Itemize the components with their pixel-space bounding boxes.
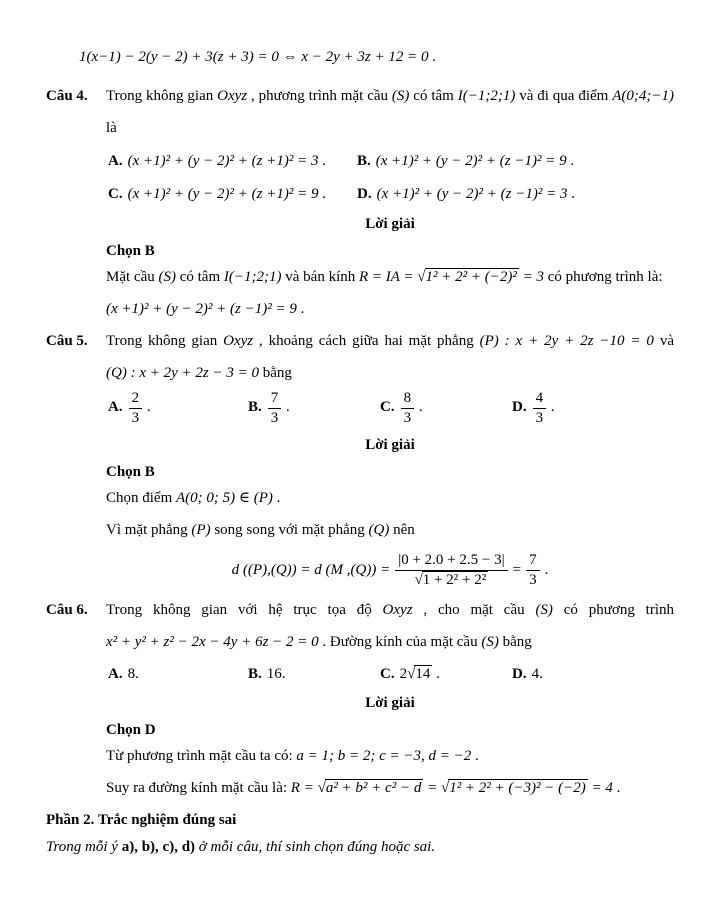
text-fragment: Từ phương trình mặt cầu ta có: — [106, 748, 297, 764]
q4-option-c-content — [128, 186, 326, 202]
fraction — [394, 552, 508, 588]
numerator — [533, 390, 547, 409]
question-4-number: Câu 4. — [46, 88, 88, 104]
q6-option-b-label: B. — [248, 666, 262, 682]
math-fragment: (Q) — [368, 522, 390, 538]
text-fragment: có phương trình là: — [544, 269, 663, 285]
intro-formula-line — [79, 47, 674, 67]
text-fragment: 3 — [529, 571, 537, 588]
math-fragment: (x +1)² + (y − 2)² + (z +1)² = 9 — [127, 186, 319, 202]
text-fragment: 8 — [403, 390, 412, 406]
text-fragment: là — [106, 120, 117, 136]
text-fragment: . — [544, 562, 549, 578]
text-fragment: Suy ra đường kính mặt cầu là: — [106, 780, 291, 796]
math-fragment: = — [423, 780, 441, 796]
math-fragment: (S) — [481, 634, 499, 650]
q4-option-d-label: D. — [357, 186, 372, 202]
text-fragment: bằng — [498, 634, 532, 650]
text-fragment: có phương trình — [552, 602, 674, 618]
radicand — [414, 665, 432, 682]
text-fragment: . — [432, 666, 440, 682]
text-fragment: Chọn điểm — [106, 490, 176, 506]
math-fragment: (x +1)² + (y − 2)² + (z +1)² = 3 — [127, 153, 319, 169]
fraction — [128, 390, 144, 426]
q4-solution-line-1 — [106, 267, 674, 287]
text-fragment: . — [566, 153, 575, 169]
math-fragment: (Q) : x + 2y + 2z − 3 = 0 — [106, 365, 259, 381]
q5-option-c-content — [400, 390, 423, 426]
text-fragment: . — [471, 748, 479, 764]
text-fragment: = — [512, 562, 522, 578]
math-fragment: (S) — [158, 269, 176, 285]
text-fragment: và đi qua điểm — [515, 88, 613, 104]
math-fragment: (S) — [535, 602, 553, 618]
denominator — [129, 409, 143, 427]
text-fragment: 3 — [403, 409, 412, 426]
q6-option-d — [512, 664, 674, 684]
radical — [318, 779, 424, 796]
denominator — [268, 409, 282, 427]
math-fragment: (P) : x + 2y + 2z −10 = 0 — [479, 333, 654, 349]
radical — [415, 571, 489, 588]
q6-option-b-content — [267, 666, 286, 682]
q4-solution-heading: Lời giải — [365, 216, 415, 232]
q6-choice: Chọn D — [106, 722, 156, 738]
text-fragment: . — [612, 780, 621, 796]
q4-option-a-content — [128, 153, 326, 169]
denominator — [526, 571, 540, 589]
numerator — [401, 390, 415, 409]
denominator — [533, 409, 547, 427]
numerator — [129, 390, 143, 409]
text-fragment: . — [318, 186, 326, 202]
math-fragment: (P) — [191, 522, 211, 538]
math-fragment: R = — [290, 780, 318, 796]
text-fragment: 7 — [270, 390, 279, 406]
q6-solution-heading: Lời giải — [365, 695, 415, 711]
q5-option-d — [512, 390, 674, 426]
text-fragment: 14 — [415, 666, 431, 682]
text-fragment: . — [272, 490, 281, 506]
text-fragment: và — [653, 333, 674, 349]
text-fragment: . — [547, 399, 555, 416]
q6-solution-line-2 — [106, 778, 674, 798]
radicand — [325, 779, 424, 796]
radical — [417, 268, 519, 285]
text-fragment: |0 + 2.0 + 2.5 − 3| — [398, 552, 505, 568]
part2-title: Phần 2. Trắc nghiệm đúng sai — [46, 812, 237, 828]
q4-option-a-label: A. — [108, 153, 123, 169]
question-5-options — [108, 390, 674, 426]
question-4 — [46, 86, 674, 319]
numerator — [395, 552, 507, 571]
math-fragment: (x +1)² + (y − 2)² + (z −1)² = 3 — [376, 186, 568, 202]
question-5-number: Câu 5. — [46, 333, 88, 349]
question-4-stem — [106, 86, 674, 106]
text-fragment: 8. — [127, 666, 139, 682]
q4-option-b-label: B. — [357, 153, 371, 169]
question-6-stem — [106, 600, 674, 620]
fraction — [400, 390, 416, 426]
q6-option-a — [108, 664, 248, 684]
text-fragment: có tâm — [409, 88, 458, 104]
math-fragment: a² + b² + c² − d — [325, 780, 422, 796]
text-fragment: nên — [389, 522, 415, 538]
text-fragment: Trong không gian — [106, 88, 218, 104]
math-fragment: = 3 — [518, 269, 544, 285]
q5-option-a-label: A. — [108, 399, 123, 416]
text-fragment: 1 + 2² + 2² — [422, 571, 487, 588]
q6-option-d-content — [532, 666, 543, 682]
q6-option-c — [380, 664, 512, 684]
question-5-stem — [106, 331, 674, 351]
radical-sign-icon: √ — [417, 269, 425, 285]
text-fragment: , cho mặt cầu — [412, 602, 536, 618]
text-fragment: song song với mặt phẳng — [210, 522, 369, 538]
radical-sign-icon: √ — [407, 666, 415, 682]
radical — [441, 779, 588, 796]
text-fragment: . — [296, 301, 305, 317]
text-fragment: . — [318, 153, 326, 169]
question-5-stem-cont — [106, 363, 674, 383]
math-fragment: = 4 — [587, 780, 613, 796]
fraction — [525, 552, 541, 588]
q5-option-d-content — [532, 390, 555, 426]
q4-option-b — [357, 151, 674, 171]
question-6-number: Câu 6. — [46, 602, 88, 618]
question-4-stem-cont — [106, 118, 674, 138]
math-fragment: A(0;4;−1) — [612, 88, 674, 104]
denominator — [401, 409, 415, 427]
text-fragment: , khoảng cách giữa hai mặt phẳng — [253, 333, 480, 349]
q5-option-a-content — [128, 390, 151, 426]
radical-sign-icon: √ — [440, 780, 449, 796]
question-6 — [46, 600, 674, 798]
radical-sign-icon: √ — [317, 780, 325, 796]
math-fragment: A(0; 0; 5) ∈ (P) — [176, 490, 273, 506]
math-fragment: 1² + 2² + (−2)² — [425, 269, 517, 285]
text-fragment: . — [282, 399, 290, 416]
math-fragment: d ((P),(Q)) = d (M ,(Q)) = — [231, 562, 391, 578]
text-fragment: Trong không gian — [106, 333, 224, 349]
q4-option-b-content — [376, 153, 574, 169]
text-fragment: 7 — [529, 552, 537, 568]
q5-option-d-label: D. — [512, 399, 527, 416]
q5-option-a — [108, 390, 248, 426]
text-fragment: Trong không gian với hệ trục tọa độ — [106, 602, 383, 618]
text-fragment: và bán kính — [281, 269, 359, 285]
text-fragment: . — [567, 186, 575, 202]
q5-option-b — [248, 390, 380, 426]
q5-solution-line-2 — [106, 520, 674, 540]
text-fragment: . — [143, 399, 151, 416]
math-fragment: R = IA = — [358, 269, 418, 285]
text-fragment: 16. — [266, 666, 286, 682]
fraction — [532, 390, 548, 426]
math-fragment: a = 1; b = 2; c = −3, d = −2 — [296, 748, 472, 764]
q5-solution-heading: Lời giải — [365, 437, 415, 453]
q6-option-c-content — [400, 665, 440, 682]
text-fragment: . — [428, 49, 436, 65]
q4-option-d — [357, 184, 674, 204]
q4-option-c-label: C. — [108, 186, 123, 202]
q5-solution-line-1 — [106, 488, 674, 508]
radicand — [422, 571, 488, 588]
text-fragment: ở mỗi câu, thí sinh chọn đúng hoặc sai. — [195, 839, 436, 855]
q4-option-d-content — [377, 186, 575, 202]
question-5 — [46, 331, 674, 588]
q6-option-a-label: A. — [108, 666, 123, 682]
q6-option-c-label: C. — [380, 666, 395, 682]
text-fragment: Trong mỗi ý — [46, 839, 122, 855]
numerator — [268, 390, 282, 409]
q4-option-a — [108, 151, 357, 171]
math-fragment: (S) — [391, 88, 410, 104]
numerator — [526, 552, 540, 571]
text-fragment: 4 — [535, 390, 544, 406]
fraction — [267, 390, 283, 426]
q5-choice: Chọn B — [106, 464, 155, 480]
radical-sign-icon: √ — [414, 571, 422, 588]
question-6-options — [108, 664, 674, 684]
q6-option-a-content — [128, 666, 139, 682]
text-fragment: . Đường kính của mặt cầu — [318, 634, 482, 650]
q4-option-c — [108, 184, 357, 204]
text-fragment: 2 — [131, 390, 140, 406]
text-fragment: Vì mặt phẳng — [106, 522, 192, 538]
text-fragment: . — [415, 399, 423, 416]
text-fragment: bằng — [258, 365, 292, 381]
q5-distance-equation — [106, 552, 674, 588]
q5-option-c-label: C. — [380, 399, 395, 416]
question-4-options — [108, 151, 674, 204]
q4-solution-line-2 — [106, 299, 674, 319]
radicand — [425, 268, 519, 285]
text-fragment: 3 — [270, 409, 279, 426]
part2-instruction — [46, 837, 674, 857]
math-fragment: 1² + 2² + (−3)² − (−2) — [449, 780, 586, 796]
math-fragment: Oxyz — [382, 602, 413, 618]
text-fragment: 2 — [399, 666, 408, 682]
math-fragment: I(−1;2;1) — [223, 269, 282, 285]
math-fragment: 1(x−1) − 2(y − 2) + 3(z + 3) = 0 ⇔ x − 2y + 3z + 12 = 0 — [79, 49, 429, 65]
question-6-stem-cont — [106, 632, 674, 652]
math-fragment: (x +1)² + (y − 2)² + (z −1)² = 9 — [375, 153, 567, 169]
denominator — [395, 571, 507, 589]
radicand — [448, 779, 588, 796]
text-fragment: có tâm — [175, 269, 224, 285]
text-fragment: 3 — [131, 409, 140, 426]
q5-option-c — [380, 390, 512, 426]
q5-option-b-label: B. — [248, 399, 262, 416]
math-fragment: x² + y² + z² − 2x − 4y + 6z − 2 = 0 — [106, 634, 319, 650]
math-fragment: Oxyz — [223, 333, 254, 349]
text-fragment: , phương trình mặt cầu — [247, 88, 392, 104]
math-fragment: (x +1)² + (y − 2)² + (z −1)² = 9 — [106, 301, 297, 317]
q6-option-b — [248, 664, 380, 684]
q6-option-d-label: D. — [512, 666, 527, 682]
text-fragment: a), b), c), d) — [121, 839, 196, 855]
math-fragment: Oxyz — [217, 88, 248, 104]
text-fragment: 4. — [531, 666, 543, 682]
radical — [407, 665, 432, 682]
math-fragment: I(−1;2;1) — [457, 88, 516, 104]
text-fragment: Mặt cầu — [106, 269, 159, 285]
q4-choice: Chọn B — [106, 243, 155, 259]
q6-solution-line-1 — [106, 746, 674, 766]
q5-option-b-content — [267, 390, 290, 426]
text-fragment: 3 — [535, 409, 544, 426]
